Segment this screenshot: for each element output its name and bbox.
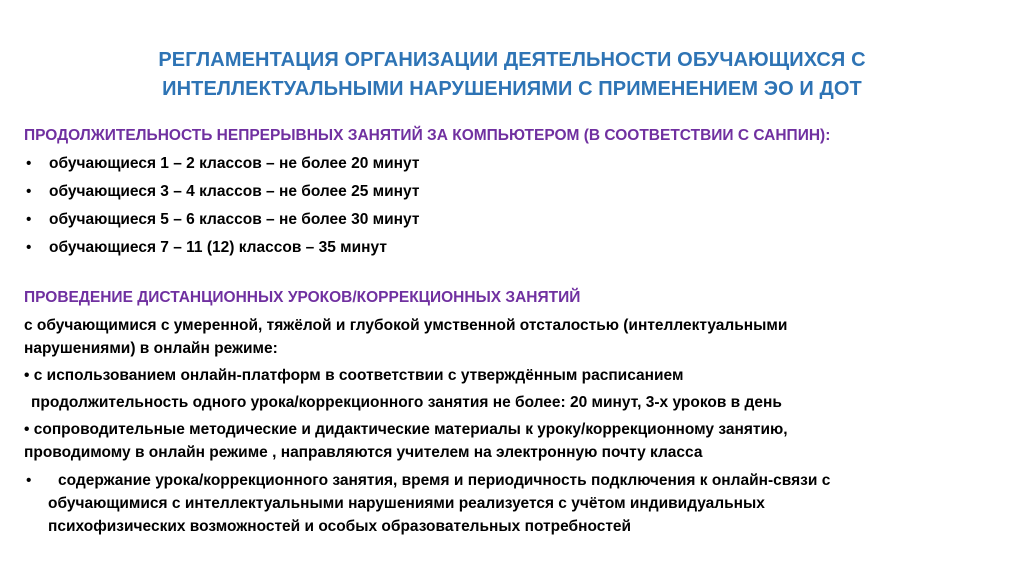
- list-item: [24, 178, 984, 206]
- bullet-icon: •: [26, 472, 32, 489]
- section-1-heading: ПРОДОЛЖИТЕЛЬНОСТЬ НЕПРЕРЫВНЫХ ЗАНЯТИЙ ЗА КОМПЬЮТЕРОМ (В СООТВЕТСТВИИ С САНПИН):: [24, 127, 831, 144]
- paragraph-line: проводимому в онлайн режиме , направляются учителем на электронную почту класса: [24, 444, 703, 461]
- paragraph-line: с обучающимися с умеренной, тяжёлой и глубокой умственной отсталостью (интеллектуальными: [24, 317, 788, 334]
- slide-title: [80, 46, 944, 104]
- paragraph-materials: [24, 418, 984, 464]
- list-item: [24, 150, 984, 178]
- section-2-heading: ПРОВЕДЕНИЕ ДИСТАНЦИОННЫХ УРОКОВ/КОРРЕКЦИОННЫХ ЗАНЯТИЙ: [24, 289, 581, 306]
- list-item-text: обучающиеся 1 – 2 классов – не более 20 минут: [49, 155, 420, 172]
- paragraph-line: психофизических возможностей и особых образовательных потребностей: [48, 518, 632, 535]
- list-item-text: обучающиеся 7 – 11 (12) классов – 35 минут: [49, 239, 387, 256]
- slide-content: [24, 122, 984, 538]
- list-item: [24, 234, 984, 262]
- section-spacer: [24, 262, 984, 284]
- paragraph-line: обучающимися с интеллектуальными нарушениями реализуется с учётом индивидуальных: [48, 495, 765, 512]
- duration-list: [24, 150, 984, 262]
- paragraph-line: • сопроводительные методические и дидактические материалы к уроку/коррекционному занятию,: [24, 421, 788, 438]
- bullet-icon: •: [26, 183, 32, 200]
- list-item: [24, 206, 984, 234]
- bullet-icon: •: [26, 211, 32, 228]
- bullet-icon: •: [26, 155, 32, 172]
- paragraph-platforms: • с использованием онлайн-платформ в соответствии с утверждённым расписанием: [24, 367, 684, 384]
- paragraph-audience: [24, 314, 984, 360]
- paragraph-line: содержание урока/коррекционного занятия, время и периодичность подключения к онлайн-связи с: [58, 472, 831, 489]
- list-item-text: обучающиеся 3 – 4 классов – не более 25 минут: [49, 183, 420, 200]
- paragraph-lesson-content: [24, 469, 984, 538]
- slide-title-line-1: РЕГЛАМЕНТАЦИЯ ОРГАНИЗАЦИИ ДЕЯТЕЛЬНОСТИ ОБУЧАЮЩИХСЯ С: [158, 49, 866, 71]
- list-item-text: обучающиеся 5 – 6 классов – не более 30 минут: [49, 211, 420, 228]
- paragraph-lesson-duration: продолжительность одного урока/коррекционного занятия не более: 20 минут, 3-х уроков в день: [31, 394, 782, 411]
- slide-title-line-2: ИНТЕЛЛЕКТУАЛЬНЫМИ НАРУШЕНИЯМИ С ПРИМЕНЕНИЕМ ЭО И ДОТ: [162, 78, 862, 100]
- paragraph-line: нарушениями) в онлайн режиме:: [24, 340, 278, 357]
- bullet-icon: •: [26, 239, 32, 256]
